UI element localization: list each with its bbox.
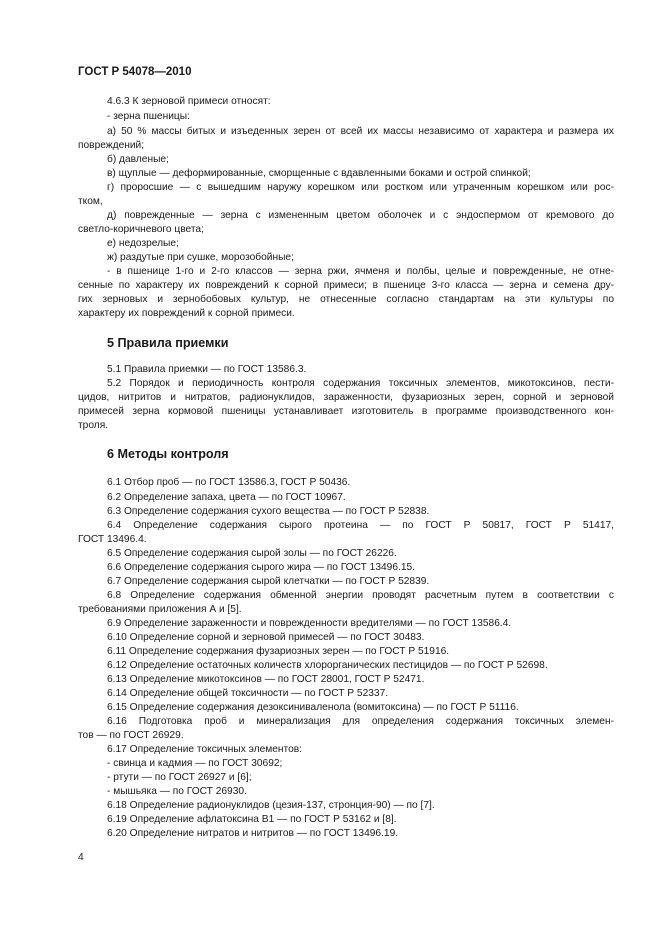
clause-line: 6.19 Определение афлатоксина B1 — по ГОСТ Р 53162 и [8]. (107, 814, 397, 825)
clause-line: 6.3 Определение содержания сухого вещества — по ГОСТ Р 52838. (107, 506, 430, 517)
paragraph-line: сенные по характеру их повреждений к сорной примеси; в пшенице 3-го класса — зерна и семена дру- (78, 280, 614, 291)
clause-line: 6.8 Определение содержания обменной энергии проводят расчетным путем в соответствии с (107, 590, 614, 601)
list-item: в) щуплые — деформированные, сморщенные с вдавленными боками и острой спинкой; (107, 168, 531, 179)
paragraph-line: 4.6.3 К зерновой примеси относят: (107, 96, 271, 107)
clause-line: 6.20 Определение нитратов и нитритов — по ГОСТ 13496.19. (107, 828, 399, 839)
paragraph-line: требованиями приложения А и [5]. (78, 604, 242, 615)
clause-line: 6.10 Определение сорной и зерновой примесей — по ГОСТ 30483. (107, 632, 425, 643)
paragraph-line: ГОСТ 13496.4. (78, 534, 147, 545)
clause-line: 6.17 Определение токсичных элементов: (107, 744, 302, 755)
clause-line: 6.1 Отбор проб — по ГОСТ 13586.3, ГОСТ Р 50436. (107, 477, 351, 488)
page-number: 4 (78, 852, 84, 863)
clause-line: 6.18 Определение радионуклидов (цезия-137, стронция-90) — по [7]. (107, 800, 435, 811)
clause-line: 6.6 Определение содержания сырого жира — по ГОСТ 13496.15. (107, 562, 416, 573)
list-item: ж) раздутые при сушке, морозобойные; (107, 252, 294, 263)
list-item: а) 50 % массы битых и изъеденных зерен от всей их массы независимо от характера и размера их (107, 126, 614, 137)
paragraph-line: цидов, нитритов и нитратов, радионуклидов, зараженности, фузариозных зерен, сорной и зерновой (78, 392, 614, 403)
clause-line: 6.7 Определение содержания сырой клетчатки — по ГОСТ Р 52839. (107, 576, 430, 587)
clause-line: 6.2 Определение запаха, цвета — по ГОСТ 10967. (107, 492, 346, 503)
clause-line: 6.14 Определение общей токсичности — по ГОСТ Р 52337. (107, 688, 389, 699)
clause-line: 5.1 Правила приемки — по ГОСТ 13586.3. (107, 364, 307, 375)
list-item: - в пшенице 1-го и 2-го классов — зерна ржи, ячменя и полбы, целые и поврежденные, не отне- (107, 266, 614, 277)
list-item: - ртути — по ГОСТ 26927 и [6]; (107, 772, 252, 783)
clause-line: 6.16 Подготовка проб и минерализация для определения содержания токсичных элемен- (107, 716, 614, 727)
paragraph-line: примесей зерна кормовой пшеницы устанавливает изготовитель в программе производственного кон- (78, 406, 614, 417)
list-item: - свинца и кадмия — по ГОСТ 30692; (107, 758, 283, 769)
clause-line: 6.4 Определение содержания сырого протеина — по ГОСТ Р 50817, ГОСТ Р 51417, (107, 520, 614, 531)
paragraph-line: характеру их повреждений к сорной примеси. (78, 308, 295, 319)
document-header: ГОСТ Р 54078—2010 (78, 66, 192, 78)
list-item: е) недозрелые; (107, 238, 179, 249)
paragraph-line: тов — по ГОСТ 26929. (78, 730, 184, 741)
clause-line: 6.15 Определение содержания дезоксиниваленола (вомитоксина) — по ГОСТ Р 51116. (107, 702, 519, 713)
paragraph-line: светло-коричневого цвета; (78, 224, 204, 235)
clause-line: 6.13 Определение микотоксинов — по ГОСТ 28001, ГОСТ Р 52471. (107, 674, 425, 685)
clause-line: 6.11 Определение содержания фузариозных зерен — по ГОСТ Р 51916. (107, 646, 450, 657)
clause-line: 6.9 Определение зараженности и поврежденности вредителями — по ГОСТ 13586.4. (107, 618, 512, 629)
paragraph-line: тком, (78, 196, 103, 207)
clause-line: 5.2 Порядок и периодичность контроля содержания токсичных элементов, микотоксинов, пести- (107, 378, 614, 389)
paragraph-line: гих зерновых и зернобобовых культур, не отнесенные согласно стандартам на эти культуры по (78, 294, 614, 305)
list-item: б) давленые; (107, 154, 169, 165)
section-heading: 6 Методы контроля (107, 447, 229, 461)
paragraph-line: троля. (78, 420, 109, 431)
clause-line: 6.12 Определение остаточных количеств хлорорганических пестицидов — по ГОСТ Р 52698. (107, 660, 548, 671)
paragraph-line: повреждений; (78, 140, 145, 151)
list-item: - мышьяка — по ГОСТ 26930. (107, 786, 247, 797)
list-item: - зерна пшеницы: (107, 111, 190, 122)
list-item: г) проросшие — с вышедшим наружу корешком или ростком или утраченным корешком или рос- (107, 182, 614, 193)
clause-line: 6.5 Определение содержания сырой золы — по ГОСТ 26226. (107, 548, 397, 559)
section-heading: 5 Правила приемки (107, 336, 229, 350)
list-item: д) поврежденные — зерна с измененным цветом оболочек и с эндоспермом от кремового до (107, 210, 614, 221)
